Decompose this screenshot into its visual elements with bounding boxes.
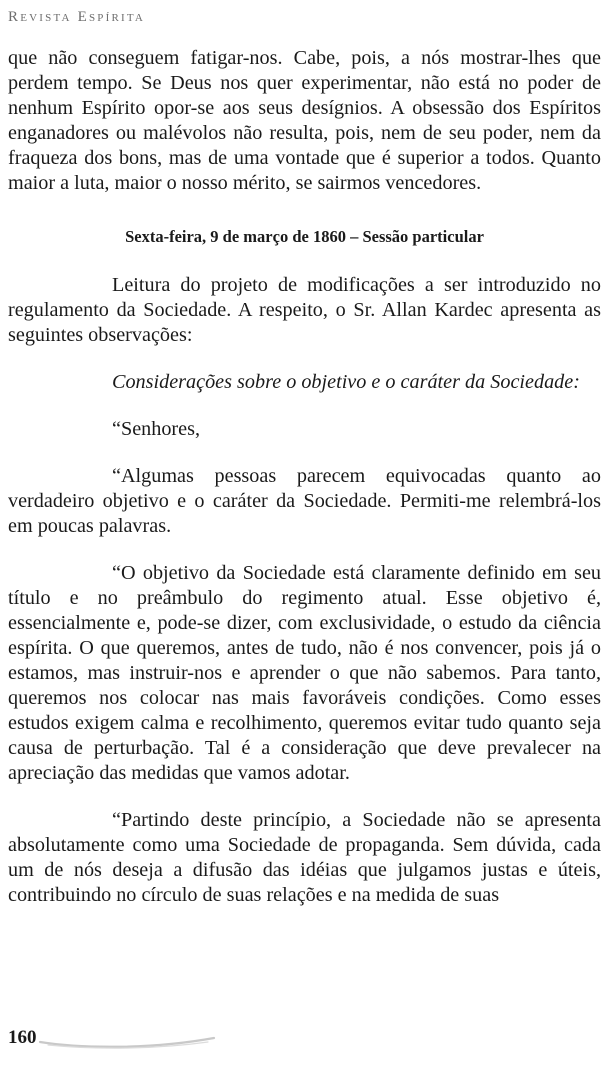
salutation: “Senhores, — [112, 418, 201, 440]
body-text — [8, 46, 601, 908]
section-title: Considerações sobre o objetivo e o caráter da Sociedade: — [112, 371, 580, 393]
paragraph-reading-project: Leitura do projeto de modificações a ser introduzido no regulamento da Sociedade. A respeito, o Sr. Allan Kardec apresenta as seguintes observações: — [8, 274, 601, 346]
paragraph-continuation: que não conseguem fatigar-nos. Cabe, pois, a nós mostrar-lhes que perdem tempo. Se Deus nos quer experimentar, não está no poder de nenhum Espírito opor-se aos seus desígnios. A obsessão dos Espíritos enganadores ou malévolos não resulta, pois, nem de seu poder, nem da fraqueza dos bons, mas de uma vontade que é superior a todos. Quanto maior a luta, maior o nosso mérito, se sairmos vencedores. — [8, 47, 601, 194]
session-heading: Sexta-feira, 9 de março de 1860 – Sessão particular — [125, 227, 484, 246]
page-number-swoosh-ornament — [38, 1030, 218, 1052]
running-header: Revista Espírita — [8, 9, 146, 25]
paragraph-society-objective: “O objetivo da Sociedade está claramente definido em seu título e no preâmbulo do regimento atual. Esse objetivo é, essencialmente e, pode-se dizer, com exclusividade, o estudo da ciência espírita. O que queremos, antes de tudo, não é nos convencer, pois já o estamos, mas instruir-nos e aprender o que não sabemos. Para tanto, queremos nos colocar nas mais favoráveis condições. Como esses estudos exigem calma e recolhimento, queremos evitar tudo quanto seja causa de perturbação. Tal é a consideração que deve prevalecer na apreciação das medidas que vamos adotar. — [8, 562, 601, 784]
page-number: 160 — [8, 1027, 37, 1048]
paragraph-principle: “Partindo deste princípio, a Sociedade não se apresenta absolutamente como uma Sociedade de propaganda. Sem dúvida, cada um de nós deseja a difusão das idéias que julgamos justas e úteis, contribuindo no círculo de suas relações e na medida de suas — [8, 809, 601, 906]
paragraph-some-people: “Algumas pessoas parecem equivocadas quanto ao verdadeiro objetivo e o caráter da Sociedade. Permiti-me relembrá-los em poucas palavras. — [8, 465, 601, 537]
document-page — [8, 0, 601, 1066]
